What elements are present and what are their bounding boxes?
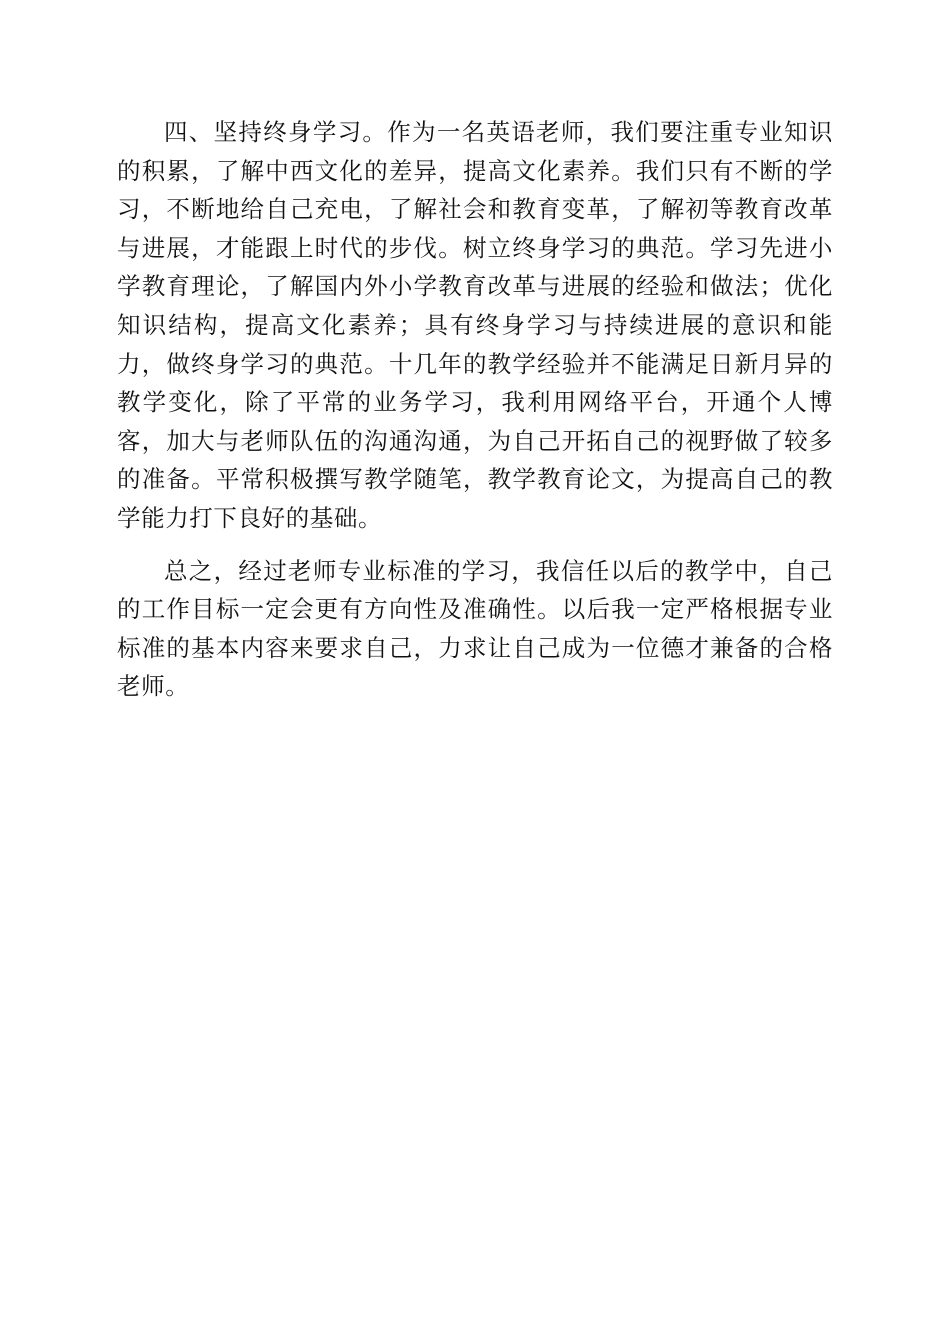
document-body <box>117 113 833 720</box>
paragraph-conclusion: 总之，经过老师专业标准的学习，我信任以后的教学中，自己的工作目标一定会更有方向性及准确性。以后我一定严格根据专业标准的基本内容来要求自己，力求让自己成为一位德才兼备的合格老师。 <box>117 556 833 701</box>
paragraph-lifelong-learning: 四、坚持终身学习。作为一名英语老师，我们要注重专业知识的积累，了解中西文化的差异，提高文化素养。我们只有不断的学习，不断地给自己充电，了解社会和教育变革，了解初等教育改革与进展，才能跟上时代的步伐。树立终身学习的典范。学习先进小学教育理论，了解国内外小学教育改革与进展的经验和做法；优化知识结构，提高文化素养；具有终身学习与持续进展的意识和能力，做终身学习的典范。十几年的教学经验并不能满足日新月异的教学变化，除了平常的业务学习，我利用网络平台，开通个人博客，加大与老师队伍的沟通沟通，为自己开拓自己的视野做了较多的准备。平常积极撰写教学随笔，教学教育论文，为提高自己的教学能力打下良好的基础。 <box>117 118 833 532</box>
